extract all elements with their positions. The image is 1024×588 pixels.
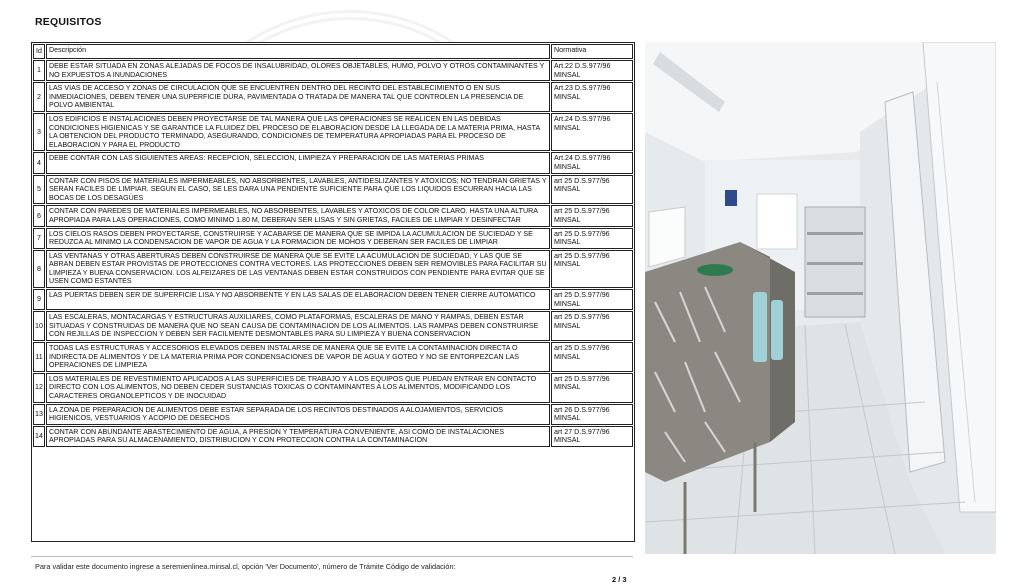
row-description: CONTAR CON ABUNDANTE ABASTECIMIENTO DE AGUA, A PRESION Y TEMPERATURA CONVENIENTE, ASI COMO DE INSTALACIONES APROPIADAS PARA SU ALMACENAMIENTO, DISTRIBUCION Y CON PROTECCION CONTRA LA CONTAMINACION: [46, 426, 550, 447]
drying-rack: [645, 242, 770, 482]
row-norm: Art.24 D.S.977/96 MINSAL: [551, 113, 633, 151]
row-id: 9: [33, 289, 45, 310]
row-norm: art 26 D.S.977/96 MINSAL: [551, 404, 633, 425]
row-description: LAS VENTANAS Y OTRAS ABERTURAS DEBEN CONSTRUIRSE DE MANERA QUE SE EVITE LA ACUMULACION DE SUCIEDAD, Y LAS QUE SE ABRAN DEBEN ESTAR PROVISTAS DE PROTECCIONES CONTRA VECTORES. LAS PROTECCIONES DEBEN SER REMOVIBLES PARA FACILITAR SU LIMPIEZA Y BUENA CONSERVACION. LOS ALFEIZARES DE LAS VENTANAS DEBEN ESTAR CONSTRUIDOS CON PENDIENTE PARA EVITAR QUE SE USEN COMO ESTANTES: [46, 250, 550, 288]
table-row: [33, 289, 633, 310]
header-id: Id: [33, 44, 45, 59]
row-id: 11: [33, 342, 45, 372]
row-norm: art 25 D.S.977/96 MINSAL: [551, 311, 633, 341]
footer-divider: [31, 556, 633, 557]
table-row: [33, 60, 633, 81]
row-id: 1: [33, 60, 45, 81]
table-row: [33, 152, 633, 173]
page-number: 2 / 3: [612, 575, 627, 584]
table-row: [33, 205, 633, 226]
requirements-table: [31, 42, 635, 542]
table-row: [33, 342, 633, 372]
row-id: 8: [33, 250, 45, 288]
row-description: LAS VIAS DE ACCESO Y ZONAS DE CIRCULACION QUE SE ENCUENTREN DENTRO DEL RECINTO DEL ESTABLECIMIENTO O EN SUS INMEDIACIONES, DEBEN TENER UNA SUPERFICIE DURA, PAVIMENTADA O TRATADA DE MANERA TAL QUE CONTROLEN LA PRESENCIA DE POLVO AMBIENTAL: [46, 82, 550, 112]
row-description: DEBE ESTAR SITUADA EN ZONAS ALEJADAS DE FOCOS DE INSALUBRIDAD, OLORES OBJETABLES, HUMO, POLVO Y OTROS CONTAMINANTES Y NO EXPUESTOS A INUNDACIONES: [46, 60, 550, 81]
row-norm: art 25 D.S.977/96 MINSAL: [551, 289, 633, 310]
row-norm: art 27 D.S.977/96 MINSAL: [551, 426, 633, 447]
row-norm: art 25 D.S.977/96 MINSAL: [551, 373, 633, 403]
back-window: [757, 194, 797, 249]
row-id: 12: [33, 373, 45, 403]
row-norm: Art.22 D.S.977/96 MINSAL: [551, 60, 633, 81]
row-description: DEBE CONTAR CON LAS SIGUIENTES AREAS: RECEPCION, SELECCION, LIMPIEZA Y PREPARACION DE LAS MATERIAS PRIMAS: [46, 152, 550, 173]
row-norm: art 25 D.S.977/96 MINSAL: [551, 250, 633, 288]
table-row: [33, 250, 633, 288]
table-row: [33, 373, 633, 403]
row-id: 4: [33, 152, 45, 173]
header-description: Descripción: [46, 44, 550, 59]
kitchen-photo: [645, 42, 996, 554]
section-heading: REQUISITOS: [35, 16, 102, 28]
table-row: [33, 426, 633, 447]
table-row: [33, 113, 633, 151]
row-description: LOS CIELOS RASOS DEBEN PROYECTARSE, CONSTRUIRSE Y ACABARSE DE MANERA QUE SE IMPIDA LA ACUMULACION DE SUCIEDAD Y SE REDUZCA AL MINIMO LA CONDENSACION DE VAPOR DE AGUA Y LA FORMACION DE MOHOS Y DEBERAN SER FACILES DE LIMPIAR: [46, 228, 550, 249]
row-norm: Art.24 D.S.977/96 MINSAL: [551, 152, 633, 173]
row-norm: Art.23 D.S.977/96 MINSAL: [551, 82, 633, 112]
row-id: 13: [33, 404, 45, 425]
table-row: [33, 175, 633, 205]
row-description: LA ZONA DE PREPARACION DE ALIMENTOS DEBE ESTAR SEPARADA DE LOS RECINTOS DESTINADOS A ALOJAMIENTOS, SERVICIOS HIGIENICOS, VESTUARIOS Y ACOPIO DE DESECHOS: [46, 404, 550, 425]
row-description: LAS PUERTAS DEBEN SER DE SUPERFICIE LISA Y NO ABSORBENTE Y EN LAS SALAS DE ELABORACION DEBEN TENER CIERRE AUTOMATICO: [46, 289, 550, 310]
validation-footer: Para validar este documento ingrese a seremienlinea.minsal.cl, opción 'Ver Documento', número de Trámite Código de validación:: [35, 562, 456, 571]
wall-sign: [725, 190, 737, 206]
left-window: [649, 207, 685, 267]
row-id: 10: [33, 311, 45, 341]
kitchen-illustration: [645, 42, 996, 554]
green-cloth: [697, 264, 733, 276]
table-header-row: [33, 44, 633, 59]
row-description: LOS MATERIALES DE REVESTIMIENTO APLICADOS A LAS SUPERFICIES DE TRABAJO Y A LOS EQUIPOS QUE PUEDAN ENTRAR EN CONTACTO DIRECTO CON LOS ALIMENTOS, NO DEBEN CEDER SUSTANCIAS TOXICAS O CONTAMINANTES A LOS ALIMENTOS, MODIFICANDO LOS CARACTERES ORGANOLEPTICOS Y DE INOCUIDAD: [46, 373, 550, 403]
row-id: 2: [33, 82, 45, 112]
row-description: CONTAR CON PAREDES DE MATERIALES IMPERMEABLES, NO ABSORBENTES, LAVABLES Y ATOXICOS DE COLOR CLARO. HASTA UNA ALTURA APROPIADA PARA LAS OPERACIONES, COMO MINIMO 1.80 M, DEBERAN SER LISAS Y SIN GRIETAS, FACILES DE LIMPIAR Y DESINFECTAR: [46, 205, 550, 226]
table-row: [33, 228, 633, 249]
row-description: CONTAR CON PISOS DE MATERIALES IMPERMEABLES, NO ABSORBENTES, LAVABLES, ANTIDESLIZANTES Y ATOXICOS; NO TENDRAN GRIETAS Y SERAN FACILES DE LIMPIAR. SEGUN EL CASO, SE LES DARA UNA PENDIENTE SUFICIENTE PARA QUE LOS LIQUIDOS ESCURRAN HACIA LAS BOCAS DE LOS DESAGÜES: [46, 175, 550, 205]
row-norm: art 25 D.S.977/96 MINSAL: [551, 205, 633, 226]
row-norm: art 25 D.S.977/96 MINSAL: [551, 228, 633, 249]
table-row: [33, 311, 633, 341]
row-description: TODAS LAS ESTRUCTURAS Y ACCESORIOS ELEVADOS DEBEN INSTALARSE DE MANERA QUE SE EVITE LA CONTAMINACION DIRECTA O INDIRECTA DE ALIMENTOS Y DE LA MATERIA PRIMA POR CONDENSACIONES DE VAPOR DE AGUA Y GOTEO Y NO SE ENTORPEZCAN LAS OPERACIONES DE LIMPIEZA: [46, 342, 550, 372]
row-norm: art 25 D.S.977/96 MINSAL: [551, 342, 633, 372]
table-row: [33, 82, 633, 112]
row-id: 7: [33, 228, 45, 249]
table-row: [33, 404, 633, 425]
header-norm: Normativa: [551, 44, 633, 59]
row-description: LAS ESCALERAS, MONTACARGAS Y ESTRUCTURAS AUXILIARES, COMO PLATAFORMAS, ESCALERAS DE MANO Y RAMPAS, DEBEN ESTAR SITUADAS Y CONSTRUIDAS DE MANERA QUE NO SEAN CAUSA DE CONTAMINACION DE LOS ALIMENTOS. LAS RAMPAS DEBEN CONSTRUIRSE CON REJILLAS DE INSPECCION Y DEBEN SER FACILMENTE DESMONTABLES PARA SU LIMPIEZA Y BUENA CONSERVACION: [46, 311, 550, 341]
row-description: LOS EDIFICIOS E INSTALACIONES DEBEN PROYECTARSE DE TAL MANERA QUE LAS OPERACIONES SE REALICEN EN LAS DEBIDAS CONDICIONES HIGIENICAS Y SE GARANTICE LA FLUIDEZ DEL PROCESO DE ELABORACION DESDE LA LLEGADA DE LA MATERIA PRIMA, HASTA LA OBTENCION DEL PRODUCTO TERMINADO, ASEGURANDO, CONDICIONES DE TEMPERATURA APROPIADAS PARA EL PROCESO DE ELABORACION Y PARA EL PRODUCTO: [46, 113, 550, 151]
row-norm: art 25 D.S.977/96 MINSAL: [551, 175, 633, 205]
row-id: 5: [33, 175, 45, 205]
table-body: [33, 60, 633, 447]
row-id: 3: [33, 113, 45, 151]
row-id: 6: [33, 205, 45, 226]
row-id: 14: [33, 426, 45, 447]
